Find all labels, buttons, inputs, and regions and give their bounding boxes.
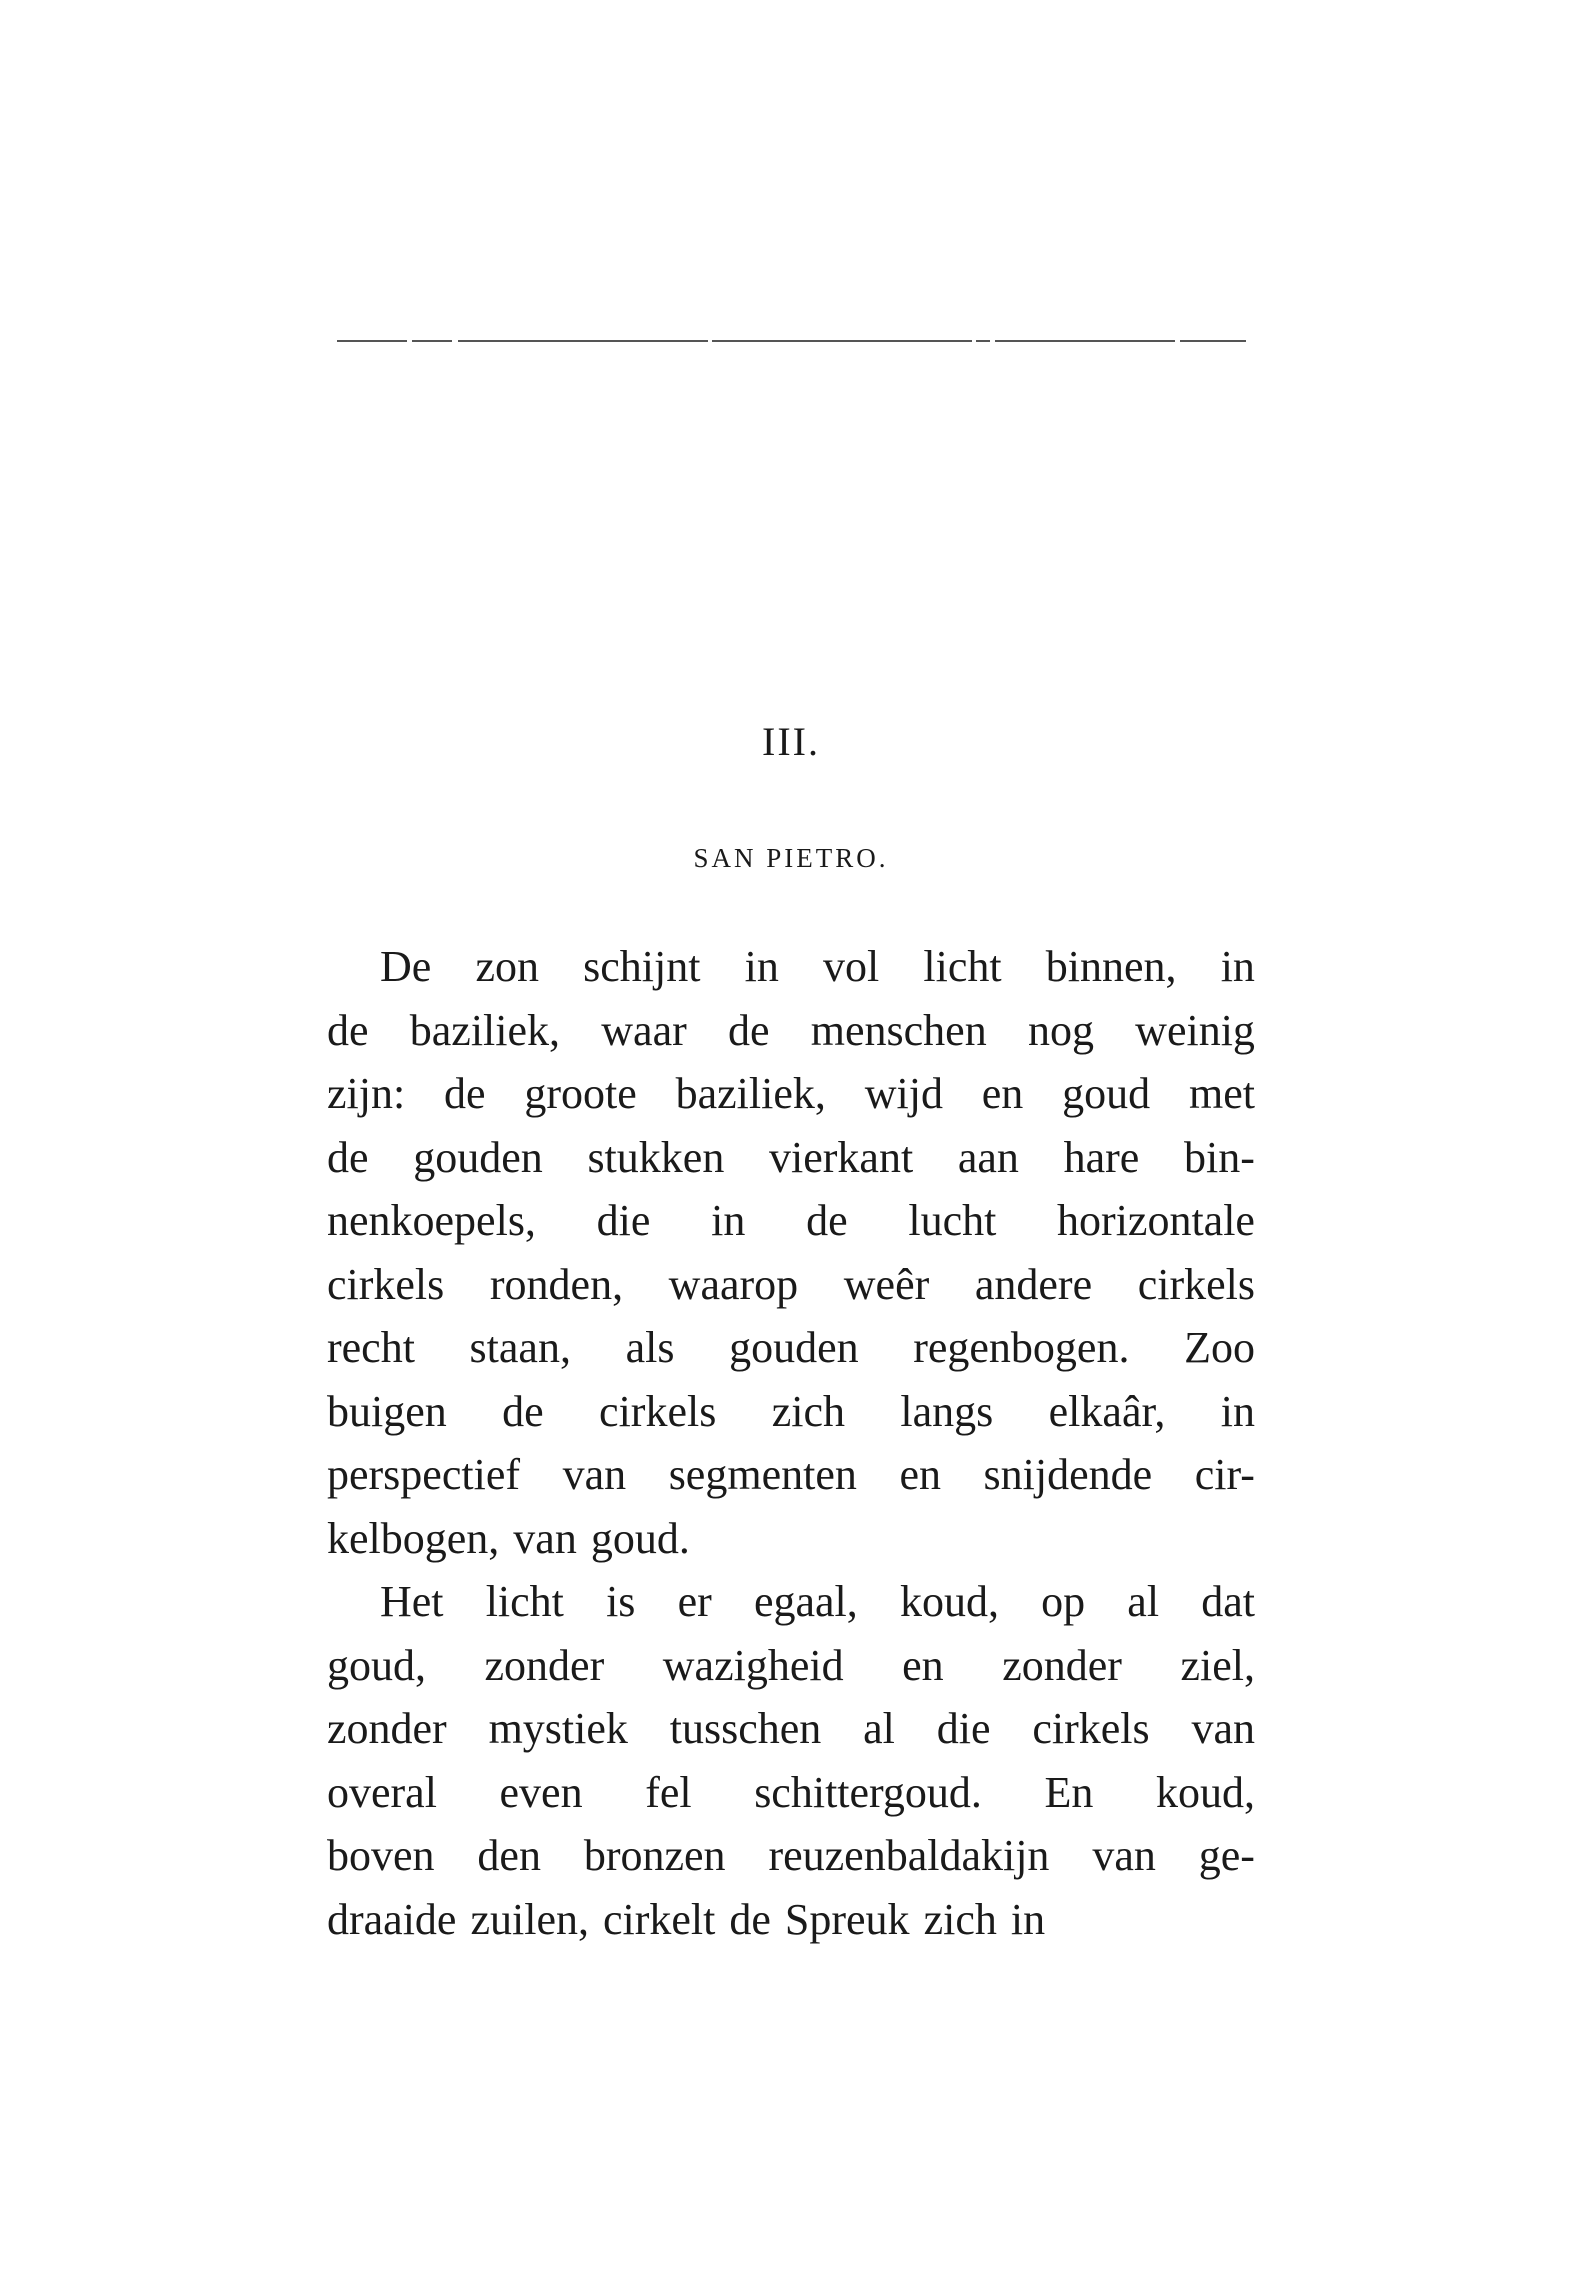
text-line: buigen de cirkels zich langs elkaâr, in: [327, 1386, 1255, 1436]
rule-segment: [712, 340, 972, 342]
text-line: recht staan, als gouden regenbogen. Zoo: [327, 1323, 1255, 1372]
text-line: overal even fel schittergoud. En koud,: [327, 1767, 1255, 1817]
text-line: De zon schijnt in vol licht binnen, in: [380, 942, 1255, 991]
rule-segment: [1180, 340, 1246, 342]
text-line: cirkels ronden, waarop weêr andere cirkels: [327, 1259, 1255, 1309]
rule-segment: [458, 340, 708, 342]
text-line: zonder mystiek tusschen al die cirkels van: [327, 1704, 1255, 1753]
paragraph: [327, 935, 1255, 1570]
rule-segment: [995, 340, 1175, 342]
text-line: nenkoepels, die in de lucht horizontale: [327, 1196, 1255, 1245]
text-line: perspectief van segmenten en snijdende cir-: [327, 1450, 1255, 1499]
text-line: de baziliek, waar de menschen nog weinig: [327, 1005, 1255, 1055]
rule-segment: [976, 340, 990, 342]
body-text: [327, 935, 1255, 1951]
rule-segment: [412, 340, 452, 342]
text-line: de gouden stukken vierkant aan hare bin-: [327, 1132, 1255, 1182]
text-line: goud, zonder wazigheid en zonder ziel,: [327, 1640, 1255, 1690]
text-line: kelbogen, van goud.: [327, 1513, 690, 1563]
text-line: zijn: de groote baziliek, wijd en goud met: [327, 1069, 1255, 1118]
paragraph: [327, 1570, 1255, 1951]
text-line: Het licht is er egaal, koud, op al dat: [380, 1577, 1255, 1626]
chapter-number: III.: [762, 719, 820, 764]
chapter-title: SAN PIETRO.: [693, 843, 889, 873]
rule-segment: [337, 340, 407, 342]
text-line: draaide zuilen, cirkelt de Spreuk zich in: [327, 1894, 1046, 1944]
text-line: boven den bronzen reuzenbaldakijn van ge-: [327, 1831, 1255, 1880]
